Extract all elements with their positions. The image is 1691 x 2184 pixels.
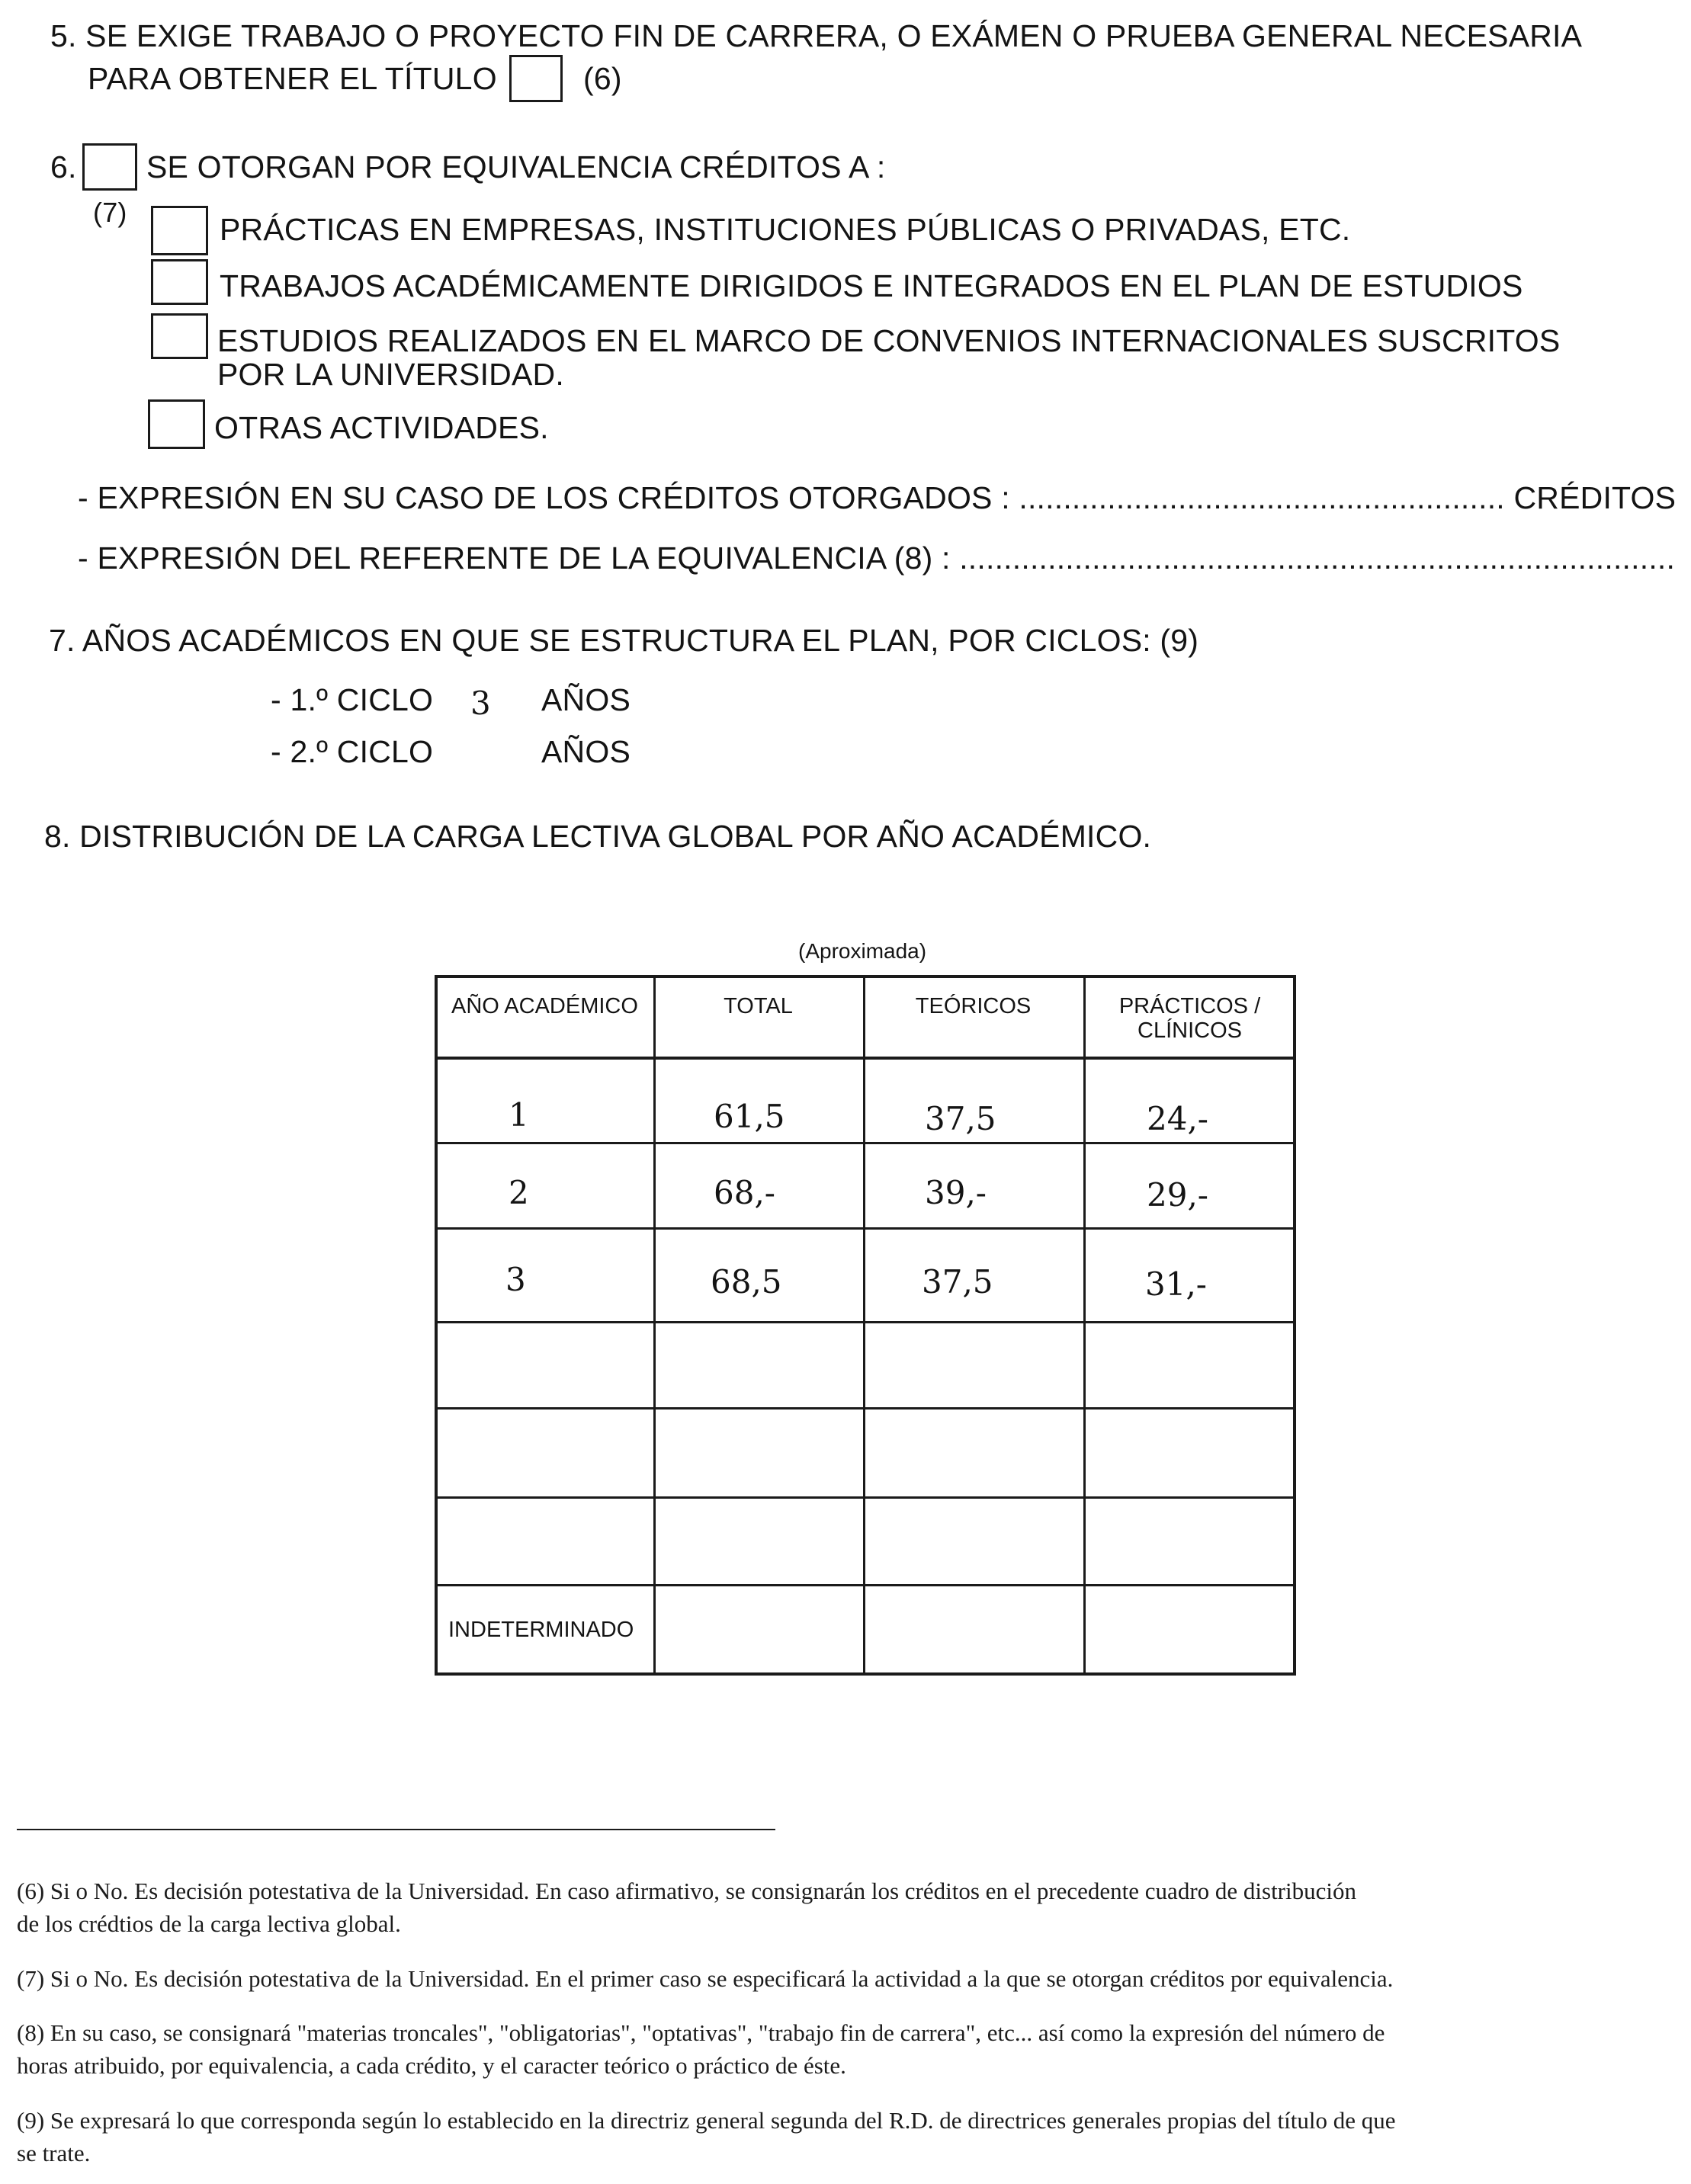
footnote-7: (7) Si o No. Es decisión potestativa de la Universidad. En el primer caso se especificará la actividad a la que se otorgan créditos por equivalencia. (17, 1965, 1394, 1992)
footnote-9-line1: (9) Se expresará lo que corresponda según lo establecido en la directriz general segunda del R.D. de directrices generales propias del título de que (17, 2107, 1396, 2134)
item8-title: 8. DISTRIBUCIÓN DE LA CARGA LECTIVA GLOBAL POR AÑO ACADÉMICO. (44, 819, 1152, 854)
row-divider (438, 1407, 1293, 1409)
credit-load-table (435, 975, 1296, 1676)
option-international-studies: ESTUDIOS REALIZADOS EN EL MARCO DE CONVENIOS INTERNACIONALES SUSCRITOS (217, 323, 1561, 358)
row-divider (438, 1321, 1293, 1323)
item5-ref: (6) (583, 61, 622, 96)
header-practical: PRÁCTICOS / (1118, 994, 1261, 1018)
option-international-studies-cont: POR LA UNIVERSIDAD. (217, 357, 564, 392)
footnote-8-line1: (8) En su caso, se consignará "materias troncales", "obligatorias", "optativas", "trabajo fin de carrera", etc... así como la expresión del número de (17, 2019, 1385, 2046)
row2-practical: 29,- (1147, 1176, 1208, 1214)
column-divider (653, 978, 656, 1672)
item6-ref: (7) (93, 197, 127, 228)
row-divider (438, 1584, 1293, 1586)
equivalence-credits-checkbox[interactable] (82, 143, 137, 191)
internships-checkbox[interactable] (151, 206, 208, 255)
cycle2-unit: AÑOS (541, 734, 631, 769)
other-activities-checkbox[interactable] (148, 399, 205, 449)
row1-total: 61,5 (714, 1098, 785, 1135)
row-divider (438, 1496, 1293, 1499)
equivalence-referent-line: - EXPRESIÓN DEL REFERENTE DE LA EQUIVALENCIA (8) : ................................................................................. (78, 540, 1676, 576)
row-divider (438, 1142, 1293, 1144)
row3-theoretical: 37,5 (922, 1263, 993, 1300)
cycle2-label: - 2.º CICLO (271, 734, 434, 769)
header-theoretical: TEÓRICOS (915, 994, 1032, 1018)
option-other-activities: OTRAS ACTIVIDADES. (214, 410, 549, 445)
row3-total: 68,5 (711, 1263, 782, 1300)
row2-year: 2 (509, 1174, 529, 1211)
footnote-8-line2: horas atribuido, por equivalencia, a cada crédito, y el caracter teórico o práctico de éste. (17, 2052, 846, 2079)
item5-line2: PARA OBTENER EL TÍTULO (88, 61, 497, 96)
header-academic-year: AÑO ACADÉMICO (451, 994, 638, 1018)
international-studies-checkbox[interactable] (151, 313, 208, 359)
footnote-6-line1: (6) Si o No. Es decisión potestativa de la Universidad. En caso afirmativo, se consignarán los créditos en el precedente cuadro de distribución (17, 1878, 1356, 1904)
credits-granted-line: - EXPRESIÓN EN SU CASO DE LOS CRÉDITOS OTORGADOS : ....................................................... CRÉDITOS (78, 480, 1677, 515)
table-caption: (Aproximada) (798, 939, 927, 963)
option-internships: PRÁCTICAS EN EMPRESAS, INSTITUCIONES PÚBLICAS O PRIVADAS, ETC. (220, 212, 1351, 247)
cycle1-value: 3 (470, 685, 491, 722)
cycle1-unit: AÑOS (541, 682, 631, 717)
row2-theoretical: 39,- (925, 1174, 987, 1211)
directed-work-checkbox[interactable] (151, 259, 208, 305)
column-divider (863, 978, 865, 1672)
option-directed-work: TRABAJOS ACADÉMICAMENTE DIRIGIDOS E INTEGRADOS EN EL PLAN DE ESTUDIOS (220, 268, 1523, 303)
item6-title: SE OTORGAN POR EQUIVALENCIA CRÉDITOS A : (146, 149, 886, 184)
row-divider (438, 1227, 1293, 1230)
final-project-checkbox[interactable] (509, 55, 563, 102)
row1-practical: 24,- (1147, 1100, 1208, 1137)
row1-theoretical: 37,5 (925, 1100, 996, 1137)
row2-total: 68,- (714, 1174, 775, 1211)
item5-line1: 5. SE EXIGE TRABAJO O PROYECTO FIN DE CARRERA, O EXÁMEN O PRUEBA GENERAL NECESARIA (50, 18, 1583, 53)
cycle1-label: - 1.º CICLO (271, 682, 434, 717)
item7-title: 7. AÑOS ACADÉMICOS EN QUE SE ESTRUCTURA EL PLAN, POR CICLOS: (9) (49, 623, 1199, 658)
row3-practical: 31,- (1145, 1265, 1207, 1303)
row1-year: 1 (509, 1096, 529, 1134)
indeterminate-label: INDETERMINADO (448, 1618, 634, 1642)
header-divider (438, 1057, 1293, 1060)
header-clinical: CLÍNICOS (1137, 1018, 1242, 1043)
header-total: TOTAL (724, 994, 793, 1018)
footnote-separator (17, 1829, 775, 1830)
item6-number: 6. (50, 149, 77, 184)
column-divider (1083, 978, 1086, 1672)
footnote-9-line2: se trate. (17, 2140, 91, 2166)
footnote-6-line2: de los crédtios de la carga lectiva global. (17, 1910, 401, 1937)
row3-year: 3 (505, 1261, 526, 1298)
